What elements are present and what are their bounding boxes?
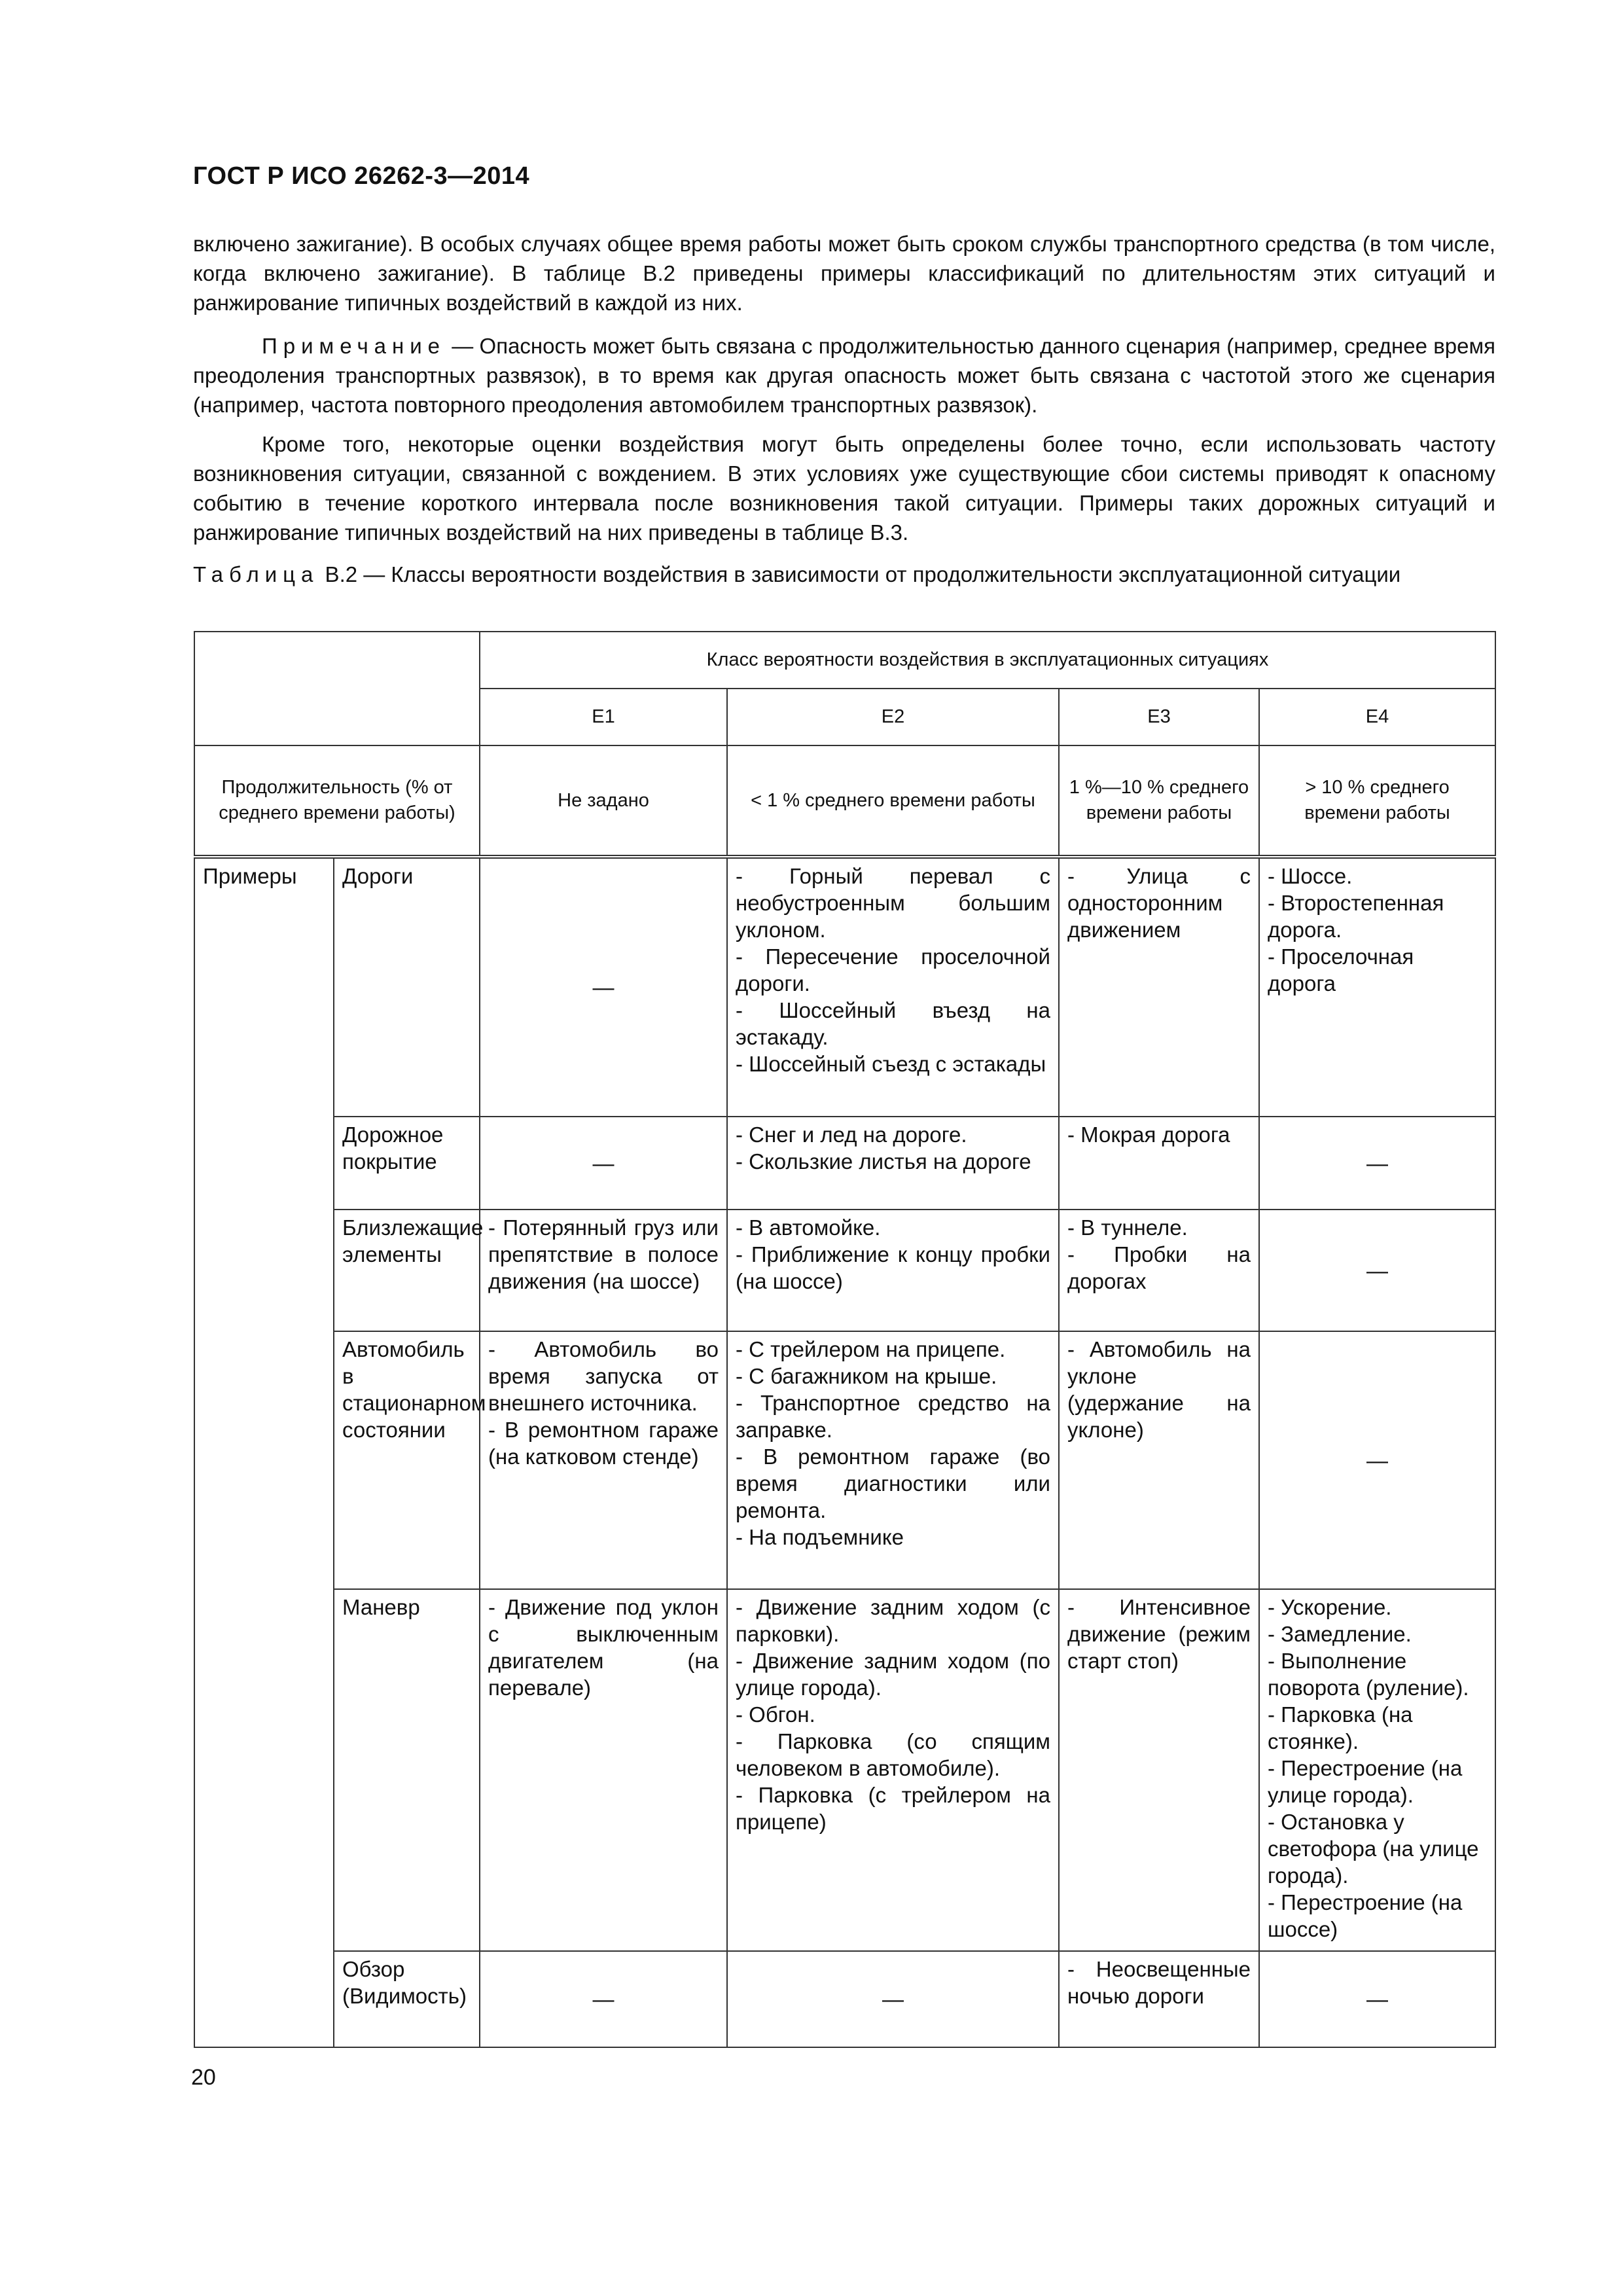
cell-e4: —	[1259, 1117, 1495, 1210]
cell-e1: —	[480, 1117, 727, 1210]
cell-line: - С багажником на крыше.	[736, 1364, 997, 1388]
exposure-class-table	[194, 631, 1496, 2048]
table-caption-label: Таблица	[193, 562, 319, 586]
cell-line: - Потерянный груз или препятствие в полосе движения (на шоссе)	[488, 1215, 719, 1293]
paragraph-1: включено зажигание). В особых случаях общее время работы может быть сроком службы транспортного средства (в том числе, когда включено зажигание). В таблице В.2 приведены примеры классификаций по длительностям этих ситуаций и ранжирование типичных воздействий в каждой из них.	[193, 232, 1495, 315]
paragraph-2: Кроме того, некоторые оценки воздействия могут быть определены более точно, если использовать частоту возникновения ситуации, связанной с вождением. В этих условиях уже существующие сбои системы приводят к опасному событию в течение короткого интервала после возникновения такой ситуации. Примеры таких дорожных ситуаций и ранжирование типичных воздействий на них приведены в таблице В.3.	[193, 432, 1495, 545]
cell-e2	[727, 1117, 1059, 1210]
cell-e3	[1059, 1331, 1259, 1589]
group-header-cell: Класс вероятности воздействия в эксплуатационных ситуациях	[480, 632, 1495, 689]
cell-line: - Выполнение поворота (руление).	[1268, 1649, 1469, 1700]
cell-e4: —	[1259, 1210, 1495, 1331]
note-label: Примечание	[262, 334, 446, 358]
cell-e2	[727, 1589, 1059, 1951]
cell-line: - В ремонтном гараже (во время диагностики или ремонта.	[736, 1444, 1050, 1522]
table-caption	[193, 560, 1495, 589]
duration-e3: 1 %—10 % среднего времени работы	[1059, 745, 1259, 857]
cell-line: - Шоссе.	[1268, 864, 1353, 888]
cell-line: - Улица с односторонним движением	[1067, 864, 1251, 942]
cell-e3	[1059, 1210, 1259, 1331]
cell-e1: —	[480, 1951, 727, 2047]
note-text: — Опасность может быть связана с продолжительностью данного сценария (например, среднее время преодоления транспортных развязок), в то время как другая опасность может быть связана с частотой этого же сценария (например, частота повторного преодоления автомобилем транспортных развязок).	[193, 334, 1495, 417]
cell-e4: —	[1259, 1331, 1495, 1589]
cell-line: - Автомобиль на уклоне (удержание на уклоне)	[1067, 1337, 1251, 1442]
category-cell: Маневр	[334, 1589, 480, 1951]
table-row	[194, 1589, 1495, 1951]
cell-e1	[480, 1210, 727, 1331]
duration-label: Продолжительность (% от среднего времени работы)	[194, 745, 480, 857]
cell-line: - В автомойке.	[736, 1215, 881, 1240]
examples-label: Примеры	[194, 857, 334, 2047]
page-number: 20	[191, 2065, 216, 2090]
category-cell: Автомобиль в стационарном состоянии	[334, 1331, 480, 1589]
cell-line: - Второстепенная дорога.	[1268, 891, 1444, 942]
cell-line: - Горный перевал с необустроенным большим уклоном.	[736, 864, 1050, 942]
cell-line: - Движение задним ходом (с парковки).	[736, 1595, 1050, 1646]
category-cell: Обзор (Видимость)	[334, 1951, 480, 2047]
cell-line: - Проселочная дорога	[1268, 944, 1414, 996]
class-e1-header: E1	[480, 689, 727, 745]
cell-e2	[727, 1331, 1059, 1589]
duration-e1: Не задано	[480, 745, 727, 857]
class-e3-header: E3	[1059, 689, 1259, 745]
cell-e3	[1059, 1589, 1259, 1951]
cell-line: - Приближение к концу пробки (на шоссе)	[736, 1242, 1050, 1293]
table-caption-text: В.2 — Классы вероятности воздействия в зависимости от продолжительности эксплуатационной ситуации	[319, 562, 1401, 586]
cell-line: - С трейлером на прицепе.	[736, 1337, 1006, 1361]
cell-e3	[1059, 1951, 1259, 2047]
cell-line: - В ремонтном гараже (на катковом стенде)	[488, 1418, 719, 1469]
cell-e3	[1059, 1117, 1259, 1210]
table-row	[194, 1117, 1495, 1210]
cell-line: - Автомобиль во время запуска от внешнего источника.	[488, 1337, 719, 1415]
cell-line: - Обгон.	[736, 1702, 815, 1727]
cell-e4: —	[1259, 1951, 1495, 2047]
cell-line: - Замедление.	[1268, 1622, 1412, 1646]
table-row	[194, 1951, 1495, 2047]
cell-line: - Движение задним ходом (по улице города).	[736, 1649, 1050, 1700]
table-row	[194, 857, 1495, 1117]
cell-line: - Пересечение проселочной дороги.	[736, 944, 1050, 996]
cell-line: - Шоссейный съезд с эстакады	[736, 1052, 1046, 1076]
cell-line: - Остановка у светофора (на улице города).	[1268, 1810, 1479, 1888]
cell-e2	[727, 1210, 1059, 1331]
cell-e4	[1259, 857, 1495, 1117]
category-cell: Близлежащие элементы	[334, 1210, 480, 1331]
cell-line: - На подъемнике	[736, 1525, 904, 1549]
class-e2-header: E2	[727, 689, 1059, 745]
cell-line: - Шоссейный въезд на эстакаду.	[736, 998, 1050, 1049]
cell-e1	[480, 1331, 727, 1589]
document-header: ГОСТ Р ИСО 26262-3—2014	[193, 162, 530, 190]
class-e4-header: E4	[1259, 689, 1495, 745]
cell-e1	[480, 1589, 727, 1951]
cell-line: - Парковка (на стоянке).	[1268, 1702, 1413, 1753]
table-corner-cell	[194, 632, 480, 745]
cell-line: - Парковка (с трейлером на прицепе)	[736, 1783, 1050, 1834]
cell-line: - Движение под уклон с выключенным двигателем (на перевале)	[488, 1595, 719, 1700]
cell-line: - Транспортное средство на заправке.	[736, 1391, 1050, 1442]
duration-e2: < 1 % среднего времени работы	[727, 745, 1059, 857]
cell-line: - Мокрая дорога	[1067, 1122, 1230, 1147]
table-row	[194, 1331, 1495, 1589]
cell-line: - Пробки на дорогах	[1067, 1242, 1251, 1293]
cell-line: - Перестроение (на шоссе)	[1268, 1890, 1463, 1941]
table-header-row	[194, 632, 1495, 689]
cell-line: - Ускорение.	[1268, 1595, 1392, 1619]
note-paragraph	[193, 331, 1495, 420]
cell-line: - В туннеле.	[1067, 1215, 1188, 1240]
category-cell: Дорожное покрытие	[334, 1117, 480, 1210]
cell-line: - Парковка (со спящим человеком в автомобиле).	[736, 1729, 1050, 1780]
cell-e2	[727, 857, 1059, 1117]
cell-e1: —	[480, 857, 727, 1117]
cell-line: - Перестроение (на улице города).	[1268, 1756, 1463, 1807]
duration-row	[194, 745, 1495, 857]
cell-line: - Интенсивное движение (режим старт стоп)	[1067, 1595, 1251, 1673]
cell-e3	[1059, 857, 1259, 1117]
table-row	[194, 1210, 1495, 1331]
cell-line: - Скользкие листья на дороге	[736, 1149, 1031, 1174]
cell-e4	[1259, 1589, 1495, 1951]
cell-e2: —	[727, 1951, 1059, 2047]
cell-line: - Снег и лед на дороге.	[736, 1122, 967, 1147]
category-cell: Дороги	[334, 857, 480, 1117]
cell-line: - Неосвещенные ночью дороги	[1067, 1957, 1251, 2008]
duration-e4: > 10 % среднего времени работы	[1259, 745, 1495, 857]
